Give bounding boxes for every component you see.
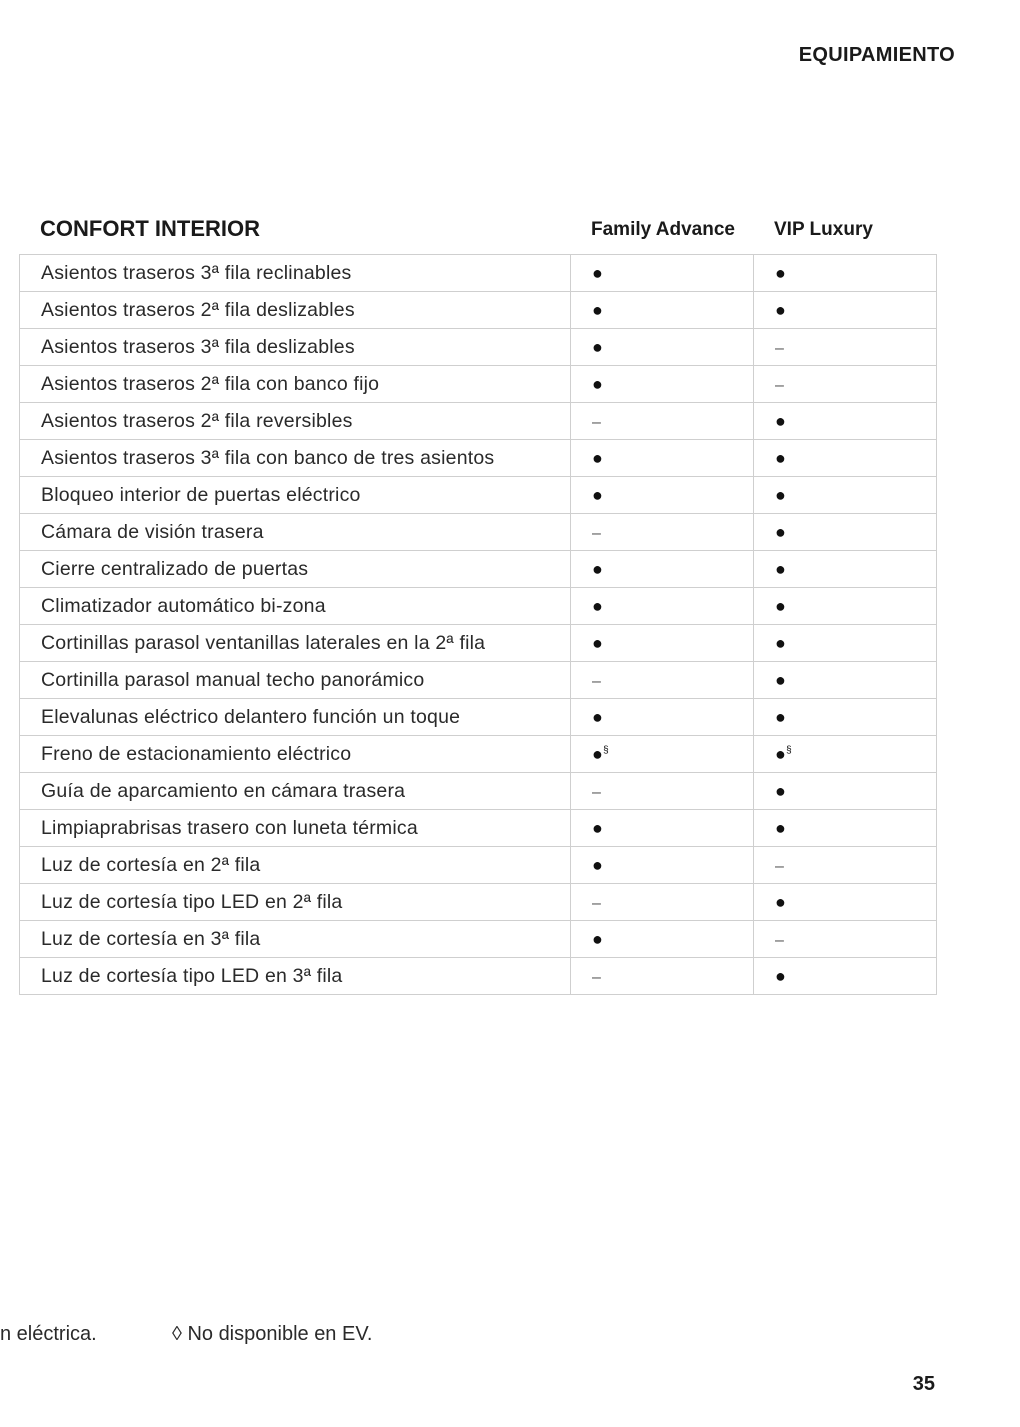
table-row xyxy=(20,699,937,736)
not-available-dash: – xyxy=(592,672,602,690)
included-bullet: ● xyxy=(775,817,787,838)
not-available-dash: – xyxy=(775,376,785,394)
feature-label: Asientos traseros 2ª fila reversibles xyxy=(20,403,571,440)
feature-label: Cortinilla parasol manual techo panorámico xyxy=(20,662,571,699)
included-bullet: ● xyxy=(592,484,604,505)
feature-label: Freno de estacionamiento eléctrico xyxy=(20,736,571,773)
value-family-advance xyxy=(571,551,754,588)
equipment-table xyxy=(19,210,936,995)
value-family-advance xyxy=(571,773,754,810)
value-family-advance xyxy=(571,403,754,440)
table-row xyxy=(20,514,937,551)
value-vip-luxury xyxy=(754,884,937,921)
table-row xyxy=(20,403,937,440)
not-available-dash: – xyxy=(592,894,602,912)
table-row xyxy=(20,440,937,477)
value-vip-luxury xyxy=(754,403,937,440)
value-vip-luxury xyxy=(754,588,937,625)
feature-label: Cámara de visión trasera xyxy=(20,514,571,551)
not-available-dash: – xyxy=(592,524,602,542)
page-number: 35 xyxy=(912,1373,935,1395)
value-family-advance xyxy=(571,366,754,403)
feature-label: Guía de aparcamiento en cámara trasera xyxy=(20,773,571,810)
page-section-label: EQUIPAMIENTO xyxy=(798,44,955,66)
footnote-partial: n eléctrica. xyxy=(0,1323,97,1345)
not-available-dash: – xyxy=(592,413,602,431)
value-family-advance xyxy=(571,810,754,847)
footnote-marker: § xyxy=(786,744,792,756)
not-available-dash: – xyxy=(775,931,785,949)
feature-label: Asientos traseros 3ª fila reclinables xyxy=(20,255,571,292)
table-row xyxy=(20,958,937,995)
value-vip-luxury xyxy=(754,736,937,773)
value-vip-luxury xyxy=(754,773,937,810)
included-bullet: ● xyxy=(592,558,604,579)
table-row xyxy=(20,329,937,366)
table-row xyxy=(20,292,937,329)
table-row xyxy=(20,366,937,403)
table-row xyxy=(20,477,937,514)
included-bullet: ● xyxy=(592,447,604,468)
value-vip-luxury xyxy=(754,958,937,995)
not-available-dash: – xyxy=(592,968,602,986)
table-title: CONFORT INTERIOR xyxy=(40,216,260,241)
included-bullet: ● xyxy=(592,928,604,949)
feature-label: Elevalunas eléctrico delantero función un toque xyxy=(20,699,571,736)
table-row xyxy=(20,662,937,699)
feature-label: Bloqueo interior de puertas eléctrico xyxy=(20,477,571,514)
value-family-advance xyxy=(571,699,754,736)
feature-label: Asientos traseros 2ª fila deslizables xyxy=(20,292,571,329)
table-row xyxy=(20,736,937,773)
value-family-advance xyxy=(571,662,754,699)
not-available-dash: – xyxy=(775,857,785,875)
included-bullet: ● xyxy=(775,558,787,579)
table-row xyxy=(20,588,937,625)
feature-label: Luz de cortesía tipo LED en 3ª fila xyxy=(20,958,571,995)
included-bullet: ● xyxy=(775,299,787,320)
included-bullet: ● xyxy=(775,632,787,653)
included-bullet: ● xyxy=(775,595,787,616)
value-family-advance xyxy=(571,329,754,366)
included-bullet: ● xyxy=(775,706,787,727)
table-row xyxy=(20,773,937,810)
feature-label: Luz de cortesía en 3ª fila xyxy=(20,921,571,958)
not-available-dash: – xyxy=(775,339,785,357)
value-family-advance xyxy=(571,477,754,514)
table-row xyxy=(20,847,937,884)
included-bullet: ● xyxy=(592,336,604,357)
included-bullet: ● xyxy=(592,817,604,838)
feature-label: Luz de cortesía tipo LED en 2ª fila xyxy=(20,884,571,921)
included-bullet: ●§ xyxy=(775,743,792,764)
value-vip-luxury xyxy=(754,847,937,884)
table-row xyxy=(20,551,937,588)
feature-label: Asientos traseros 3ª fila con banco de tres asientos xyxy=(20,440,571,477)
included-bullet: ● xyxy=(775,410,787,431)
value-vip-luxury xyxy=(754,625,937,662)
value-family-advance xyxy=(571,588,754,625)
value-family-advance xyxy=(571,921,754,958)
included-bullet: ● xyxy=(592,595,604,616)
value-vip-luxury xyxy=(754,514,937,551)
table-row xyxy=(20,255,937,292)
value-family-advance xyxy=(571,440,754,477)
included-bullet: ● xyxy=(775,965,787,986)
included-bullet: ● xyxy=(775,447,787,468)
value-family-advance xyxy=(571,736,754,773)
column-header-vip-luxury: VIP Luxury xyxy=(774,219,873,240)
value-family-advance xyxy=(571,958,754,995)
value-vip-luxury xyxy=(754,366,937,403)
not-available-dash: – xyxy=(592,783,602,801)
feature-grid xyxy=(19,254,937,995)
value-vip-luxury xyxy=(754,551,937,588)
column-header-family-advance: Family Advance xyxy=(591,219,735,240)
included-bullet: ● xyxy=(592,373,604,394)
footnote-not-available-ev: ◊ No disponible en EV. xyxy=(172,1323,373,1345)
included-bullet: ●§ xyxy=(592,743,609,764)
table-row xyxy=(20,884,937,921)
included-bullet: ● xyxy=(775,521,787,542)
included-bullet: ● xyxy=(592,632,604,653)
value-vip-luxury xyxy=(754,921,937,958)
value-family-advance xyxy=(571,884,754,921)
feature-label: Cortinillas parasol ventanillas laterales en la 2ª fila xyxy=(20,625,571,662)
value-vip-luxury xyxy=(754,329,937,366)
table-row xyxy=(20,810,937,847)
value-vip-luxury xyxy=(754,255,937,292)
value-vip-luxury xyxy=(754,292,937,329)
included-bullet: ● xyxy=(775,780,787,801)
value-vip-luxury xyxy=(754,662,937,699)
included-bullet: ● xyxy=(592,854,604,875)
value-vip-luxury xyxy=(754,477,937,514)
included-bullet: ● xyxy=(775,669,787,690)
value-vip-luxury xyxy=(754,699,937,736)
included-bullet: ● xyxy=(592,262,604,283)
feature-label: Luz de cortesía en 2ª fila xyxy=(20,847,571,884)
included-bullet: ● xyxy=(775,484,787,505)
included-bullet: ● xyxy=(592,299,604,320)
feature-label: Limpiaprabrisas trasero con luneta térmica xyxy=(20,810,571,847)
feature-label: Asientos traseros 3ª fila deslizables xyxy=(20,329,571,366)
table-row xyxy=(20,921,937,958)
included-bullet: ● xyxy=(775,891,787,912)
value-vip-luxury xyxy=(754,810,937,847)
table-header xyxy=(19,210,936,254)
feature-label: Climatizador automático bi-zona xyxy=(20,588,571,625)
feature-label: Cierre centralizado de puertas xyxy=(20,551,571,588)
value-family-advance xyxy=(571,255,754,292)
feature-label: Asientos traseros 2ª fila con banco fijo xyxy=(20,366,571,403)
table-row xyxy=(20,625,937,662)
value-family-advance xyxy=(571,514,754,551)
value-vip-luxury xyxy=(754,440,937,477)
footnote-marker: § xyxy=(603,744,609,756)
included-bullet: ● xyxy=(592,706,604,727)
value-family-advance xyxy=(571,847,754,884)
value-family-advance xyxy=(571,292,754,329)
value-family-advance xyxy=(571,625,754,662)
included-bullet: ● xyxy=(775,262,787,283)
